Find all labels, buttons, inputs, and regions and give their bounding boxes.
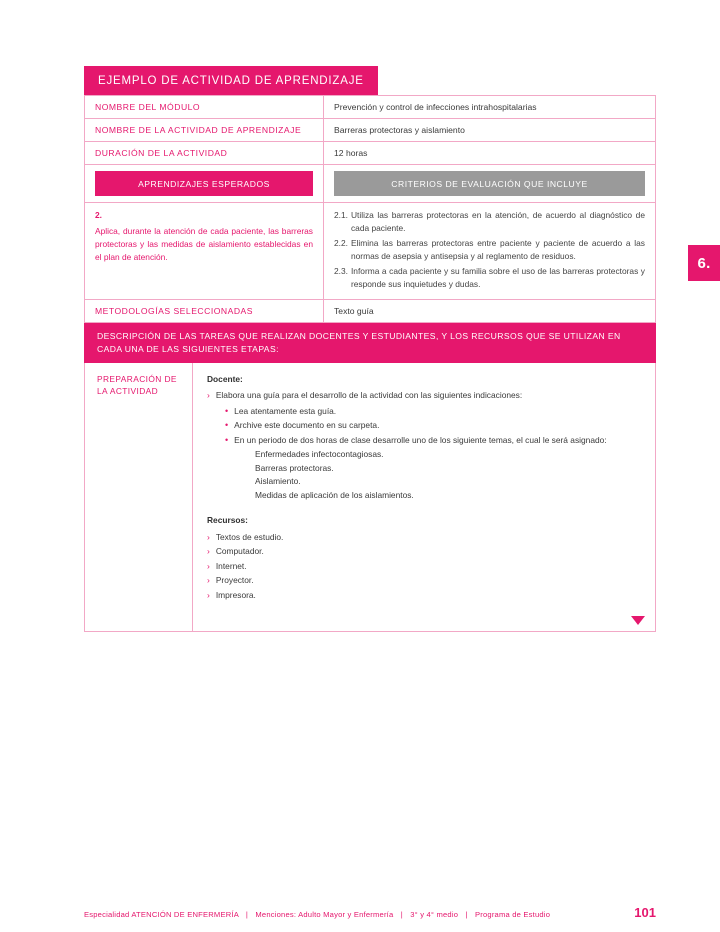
criterios-cell bbox=[324, 203, 656, 300]
footer-programa: Programa de Estudio bbox=[474, 910, 551, 919]
chapter-side-tab bbox=[688, 245, 720, 281]
continues-down-icon bbox=[631, 616, 645, 625]
tasks-section bbox=[84, 363, 656, 632]
chapter-side-tab-label: 6. bbox=[697, 254, 711, 272]
list-item bbox=[334, 209, 645, 235]
meta-value-modulo: Prevención y control de infecciones intrahospitalarias bbox=[324, 96, 656, 119]
chevron-right-icon: › bbox=[207, 575, 210, 586]
meta-label-modulo: NOMBRE DEL MÓDULO bbox=[85, 96, 324, 119]
bullet-text: Archive este documento en su carpeta. bbox=[234, 420, 380, 431]
page-title-label: EJEMPLO DE ACTIVIDAD DE APRENDIZAJE bbox=[98, 75, 364, 87]
activity-card bbox=[84, 66, 656, 632]
chevron-right-icon: › bbox=[207, 531, 210, 542]
recurso-text: Internet. bbox=[215, 560, 247, 571]
docente-bullet-list bbox=[225, 405, 641, 502]
recursos-label: Recursos: bbox=[207, 515, 248, 526]
table-row bbox=[85, 300, 656, 323]
docente-label: Docente: bbox=[207, 373, 243, 384]
table-row bbox=[85, 96, 656, 119]
tema-item: Enfermedades infectocontagiosas. bbox=[255, 449, 384, 460]
criterio-text: Elimina las barreras protectoras entre paciente y paciente de acuerdo a las normas de asepsia y antisepsia y al reglamento de residuos. bbox=[350, 238, 645, 262]
list-item bbox=[207, 560, 641, 574]
metadata-table bbox=[84, 95, 656, 323]
aprendizaje-number: 2. bbox=[95, 210, 102, 220]
tema-item: Aislamiento. bbox=[255, 476, 301, 487]
page-title bbox=[84, 66, 378, 95]
footer-info bbox=[84, 910, 550, 919]
chevron-right-icon: › bbox=[207, 560, 210, 571]
list-item bbox=[225, 434, 641, 448]
footer-separator: | bbox=[400, 910, 403, 919]
spacer bbox=[207, 504, 641, 514]
tasks-stage-text: PREPARACIÓN DE LA ACTIVIDAD bbox=[97, 373, 177, 397]
tema-item: Barreras protectoras. bbox=[255, 462, 334, 473]
tema-item: Medidas de aplicación de los aislamientos. bbox=[255, 489, 414, 500]
list-item bbox=[207, 545, 641, 559]
chevron-right-icon: › bbox=[207, 546, 210, 557]
chevron-right-icon: › bbox=[207, 390, 210, 401]
list-item bbox=[225, 419, 641, 433]
recurso-text: Textos de estudio. bbox=[215, 531, 284, 542]
list-item bbox=[334, 265, 645, 291]
page-number: 101 bbox=[634, 905, 656, 920]
header-cell-aprendizajes bbox=[85, 165, 324, 203]
footer-separator: | bbox=[245, 910, 249, 919]
table-row bbox=[85, 203, 656, 300]
bullet-icon: • bbox=[225, 434, 229, 445]
meta-label-metodologias: METODOLOGÍAS SELECCIONADAS bbox=[85, 300, 324, 323]
list-item bbox=[207, 389, 641, 403]
tasks-content bbox=[193, 363, 655, 631]
chevron-right-icon: › bbox=[207, 589, 210, 600]
table-header-row bbox=[85, 165, 656, 203]
recurso-text: Impresora. bbox=[215, 589, 256, 600]
description-band bbox=[84, 323, 656, 363]
bullet-text: En un periodo de dos horas de clase desarrolle uno de los siguiente temas, el cual le será asignado: bbox=[234, 434, 607, 445]
criterio-number: 2.2. bbox=[334, 238, 348, 249]
meta-value-duracion: 12 horas bbox=[324, 142, 656, 165]
header-label-aprendizajes: APRENDIZAJES ESPERADOS bbox=[95, 171, 313, 196]
table-row bbox=[85, 142, 656, 165]
list-item bbox=[207, 574, 641, 588]
docente-item-text: Elabora una guía para el desarrollo de la actividad con las siguientes indicaciones: bbox=[215, 390, 523, 401]
meta-label-actividad: NOMBRE DE LA ACTIVIDAD DE APRENDIZAJE bbox=[85, 119, 324, 142]
aprendizaje-cell bbox=[85, 203, 324, 300]
list-item bbox=[207, 531, 641, 545]
aprendizaje-text: Aplica, durante la atención de cada paciente, las barreras protectoras y las medidas de aislamiento establecidas en el plan de atención. bbox=[95, 226, 313, 263]
header-label-criterios: CRITERIOS DE EVALUACIÓN QUE INCLUYE bbox=[334, 171, 645, 196]
bullet-text: Lea atentamente esta guía. bbox=[234, 405, 337, 416]
criterio-text: Informa a cada paciente y su familia sobre el uso de las barreras protectoras y responde sus inquietudes y dudas. bbox=[350, 266, 645, 290]
page-footer bbox=[84, 905, 656, 920]
temas-list bbox=[255, 448, 641, 502]
criterio-number: 2.3. bbox=[334, 266, 348, 277]
bullet-icon: • bbox=[225, 420, 229, 431]
footer-specialty: Especialidad ATENCIÓN DE ENFERMERÍA bbox=[84, 910, 239, 919]
list-item bbox=[207, 589, 641, 603]
bullet-icon: • bbox=[225, 405, 229, 416]
recurso-text: Computador. bbox=[215, 546, 264, 557]
footer-nivel: 3° y 4° medio bbox=[410, 910, 459, 919]
description-band-label: DESCRIPCIÓN DE LAS TAREAS QUE REALIZAN DOCENTES Y ESTUDIANTES, Y LOS RECURSOS QUE SE UTILIZAN EN CADA UNA DE LAS SIGUIENTES ETAPAS: bbox=[97, 331, 621, 354]
header-cell-criterios bbox=[324, 165, 656, 203]
meta-label-duracion: DURACIÓN DE LA ACTIVIDAD bbox=[85, 142, 324, 165]
footer-menciones: Menciones: Adulto Mayor y Enfermería bbox=[255, 910, 394, 919]
table-row bbox=[85, 119, 656, 142]
recurso-text: Proyector. bbox=[215, 575, 254, 586]
meta-value-actividad: Barreras protectoras y aislamiento bbox=[324, 119, 656, 142]
tasks-stage-label bbox=[85, 363, 193, 631]
meta-value-metodologias: Texto guía bbox=[324, 300, 656, 323]
criterio-number: 2.1. bbox=[334, 210, 348, 220]
list-item bbox=[334, 237, 645, 263]
list-item bbox=[225, 405, 641, 419]
footer-separator: | bbox=[465, 910, 468, 919]
criterio-text: Utiliza las barreras protectoras en la atención, de acuerdo al diagnóstico de cada paciente. bbox=[350, 210, 645, 234]
